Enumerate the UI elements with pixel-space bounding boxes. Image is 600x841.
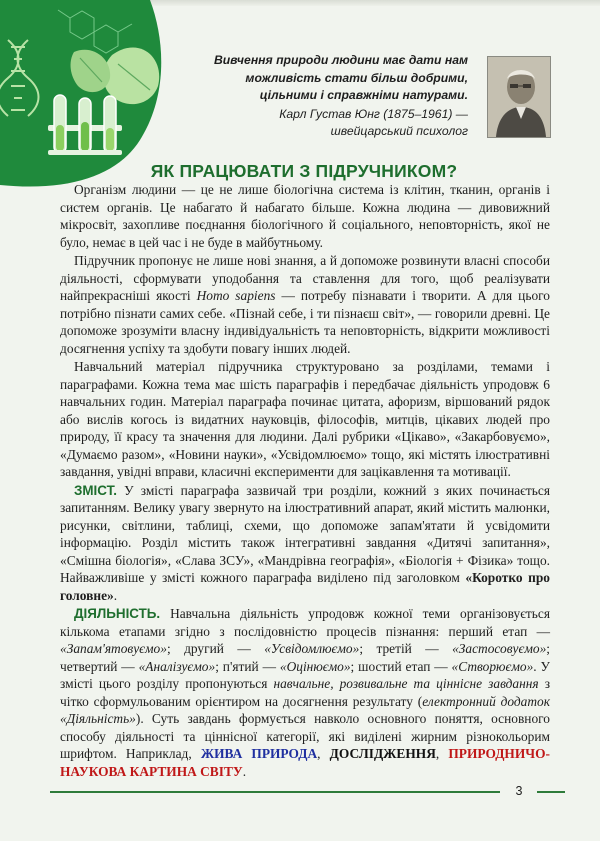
stage-name: «Створюємо» <box>451 658 534 674</box>
text-run: Підручник пропонує не лише нові знання, а й допоможе розвинути власні способи діяльності, сформувати уподобання та ставлення для того, щоб реалізувати найпрекрасніші якості <box>60 253 550 303</box>
stage-name: «Оцінюємо» <box>279 658 351 674</box>
text-run: ; другий — <box>166 641 265 656</box>
test-tubes-icon <box>48 95 122 155</box>
text-run: ; шостий етап — <box>350 658 452 674</box>
text-run: ; четвертий — <box>60 641 550 674</box>
electronic-appendix: електронний додаток «Діяльність» <box>60 693 550 726</box>
page-number: 3 <box>515 784 523 798</box>
stage-name: «Аналізуємо» <box>138 658 216 674</box>
keyword-value: ПРИРОДНИЧО-НАУКОВА КАРТИНА СВІТУ <box>60 746 550 779</box>
page-title: ЯК ПРАЦЮВАТИ З ПІДРУЧНИКОМ? <box>150 161 458 181</box>
text-run: з чітко сформульованим орієнтиром на досягнення результату ( <box>60 676 551 709</box>
keyword-concept: ЖИВА ПРИРОДА <box>200 746 318 761</box>
epigraph <box>200 52 468 141</box>
paragraph-textbook-offer <box>60 252 550 357</box>
text-run: , <box>435 746 449 761</box>
text-run: ; третій — <box>359 641 453 656</box>
paragraph-activity <box>60 605 550 780</box>
stage-name: «Усвідомлюємо» <box>264 641 360 656</box>
text-run: У змісті параграфа зазвичай три розділи, кожний з яких починається запитанням. Велику увагу звернуто на ілюстративний апарат, який містить малюнки, рисунки, світлини, таблиці, схеми, що допоможе запам'ятати й усвідомити інформацію. Розділ містить також інтегративні завдання «Дитячі запитання», «Смішна біологія», «Слава ЗСУ», «Мандрівна географія», «Біологія + Фізика» тощо. Найважливіше у змісті кожного параграфа виділено під заголовком <box>60 482 550 585</box>
stage-name: «Застосовуємо» <box>452 641 547 656</box>
text-run: — потребу пізнавати і творити. А для цього потрібно пізнати самих себе. «Пізнай себе, і ти пізнаєш світ», — говорили древні. Це допоможе зрозуміти власну індивідуальність та неповторність, відкрити можливості досягнення успіху та здобути повагу інших людей. <box>60 288 550 356</box>
paragraph-intro-text: Організм людини — це не лише біологічна система із клітин, тканин, органів і систем органів. Це набагато й набагато більше. Кожна людина — дивовижний мікросвіт, захопливе поєднання біологічного й соціального, неповторність, якої не було, немає в цей час і не буде в майбутньому. <box>60 182 550 250</box>
section-lead-activity: ДІЯЛЬНІСТЬ. <box>74 606 161 621</box>
text-run: , <box>317 746 330 761</box>
author-portrait <box>487 56 551 138</box>
text-run: . У змісті цього розділу пропонуються <box>60 658 550 691</box>
paragraph-intro <box>60 181 550 251</box>
paragraph-contents <box>60 482 550 605</box>
summary-heading-name: «Коротко про головне» <box>60 570 550 603</box>
paragraph-structure-text: Навчальний матеріал підручника структуровано за розділами, темами і параграфами. Кожна тема має шість параграфів і передбачає діяльність упродовж 6 навчальних годин. Матеріал параграфа починає цитата, афоризм, віршований рядок або вислів когось із видатних науковців, філософів, митців, цікавих людей про природу, її красу та значення для людини. Далі рубрики «Цікаво», «Закарбовуємо», «Думаємо разом», «Новини науки», «Усвідомлюємо» тощо, які містять ілюстративні завдання, увідні вправи, класичні експерименти для зацікавлення та мотивації. <box>60 359 550 479</box>
keyword-activity: ДОСЛІДЖЕННЯ <box>329 746 436 761</box>
text-run: ; п'ятий — <box>215 658 280 674</box>
text-run: ). Суть завдань формується навколо основного поняття, основного способу діяльності та ціннісної категорії, які виділені жирним різнокольорим шрифтом. Наприклад, <box>60 711 550 761</box>
paragraph-structure <box>60 358 550 481</box>
species-name: Homo sapiens <box>196 288 276 303</box>
text-run: Навчальна діяльність упродовж кожної теми організовується кількома етапами згідно з послідовністю процесів пізнання: перший етап — <box>60 606 550 639</box>
footer-rule-right <box>537 791 565 793</box>
text-run: . <box>242 763 247 779</box>
task-types: навчальне, розвивальне та ціннісне завдання <box>273 676 539 691</box>
epigraph-author: Карл Густав Юнг (1875–1961) — швейцарський психолог <box>279 106 468 139</box>
epigraph-quote: Вивчення природи людини має дати нам можливість стати більш добрими, цільними і справжніми натурами. <box>213 53 468 103</box>
stage-name: «Запам'ятовуємо» <box>60 641 167 656</box>
section-lead-contents: ЗМІСТ. <box>74 482 117 498</box>
body-text <box>60 181 550 781</box>
text-run: . <box>113 587 118 603</box>
footer-rule-left <box>50 791 500 793</box>
